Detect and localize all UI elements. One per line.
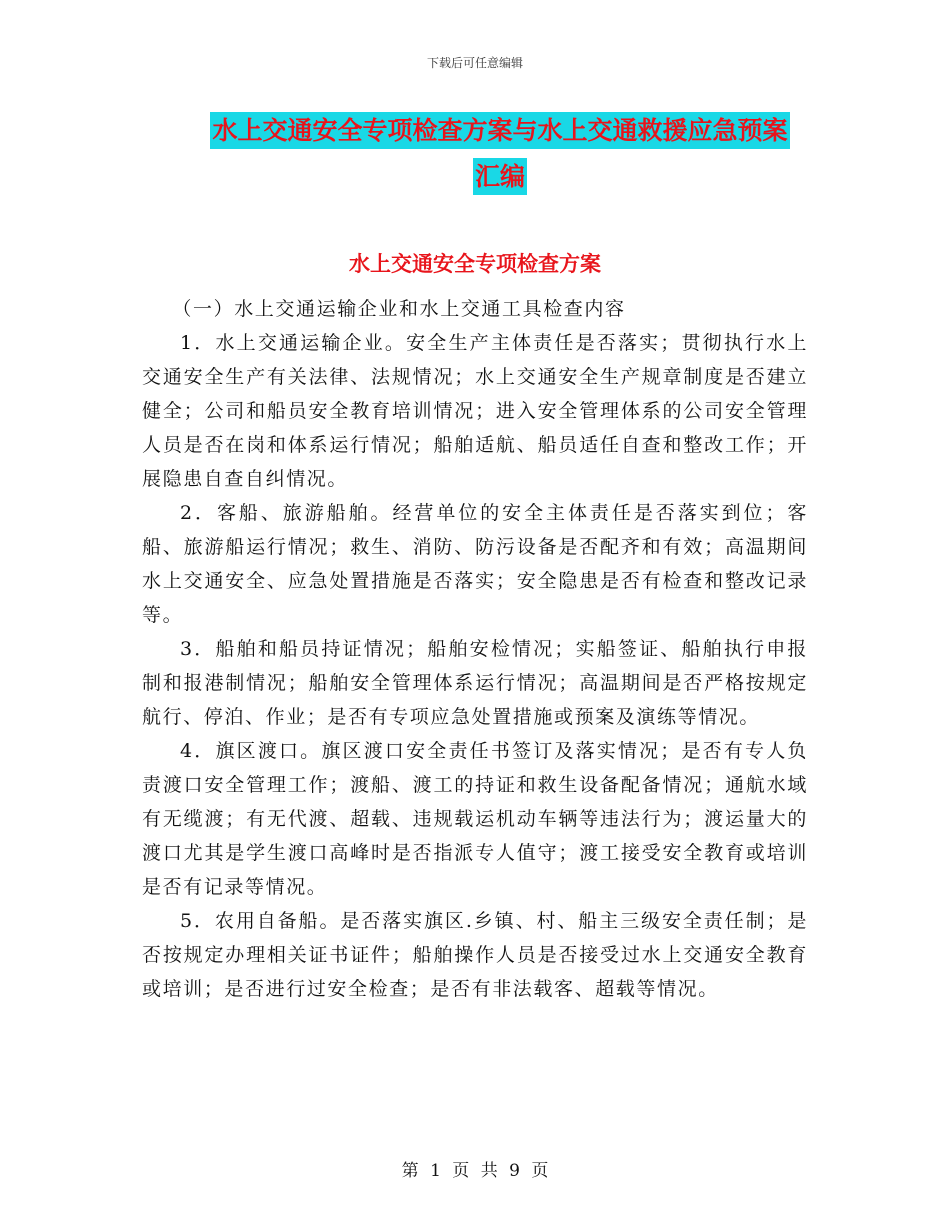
title-line-2: 汇编 (473, 158, 527, 195)
section-title: 水上交通安全专项检查方案 (349, 252, 601, 276)
title-line-1: 水上交通安全专项检查方案与水上交通救援应急预案 (210, 112, 789, 149)
paragraph-3: 3．船舶和船员持证情况；船舶安检情况；实船签证、船舶执行申报制和报港制情况；船舶安全管理体系运行情况；高温期间是否严格按规定航行、停泊、作业；是否有专项应急处置措施或预案及演练等情况。 (142, 638, 808, 728)
paragraph-2: 2．客船、旅游船舶。经营单位的安全主体责任是否落实到位；客船、旅游船运行情况；救生、消防、防污设备是否配齐和有效；高温期间水上交通安全、应急处置措施是否落实；安全隐患是否有检查和整改记录等。 (142, 502, 808, 626)
body-text (142, 292, 808, 1006)
paragraph-1: 1．水上交通运输企业。安全生产主体责任是否落实；贯彻执行水上交通安全生产有关法律、法规情况；水上交通安全生产规章制度是否建立健全；公司和船员安全教育培训情况；进入安全管理体系的公司安全管理人员是否在岗和体系运行情况；船舶适航、船员适任自查和整改工作；开展隐患自查自纠情况。 (142, 332, 808, 490)
paragraph-subheading: （一）水上交通运输企业和水上交通工具检查内容 (172, 298, 626, 320)
paragraph-5: 5．农用自备船。是否落实旗区.乡镇、村、船主三级安全责任制；是否按规定办理相关证书证件；船舶操作人员是否接受过水上交通安全教育或培训；是否进行过安全检查；是否有非法载客、超载等情况。 (142, 910, 808, 1000)
document-title (140, 108, 860, 200)
paragraph-4: 4．旗区渡口。旗区渡口安全责任书签订及落实情况；是否有专人负责渡口安全管理工作；渡船、渡工的持证和救生设备配备情况；通航水域有无缆渡；有无代渡、超载、违规载运机动车辆等违法行为；渡运量大的渡口尤其是学生渡口高峰时是否指派专人值守；渡工接受安全教育或培训是否有记录等情况。 (142, 740, 808, 898)
header-note: 下载后可任意编辑 (426, 56, 523, 70)
page-footer: 第 1 页 共 9 页 (401, 1161, 549, 1181)
